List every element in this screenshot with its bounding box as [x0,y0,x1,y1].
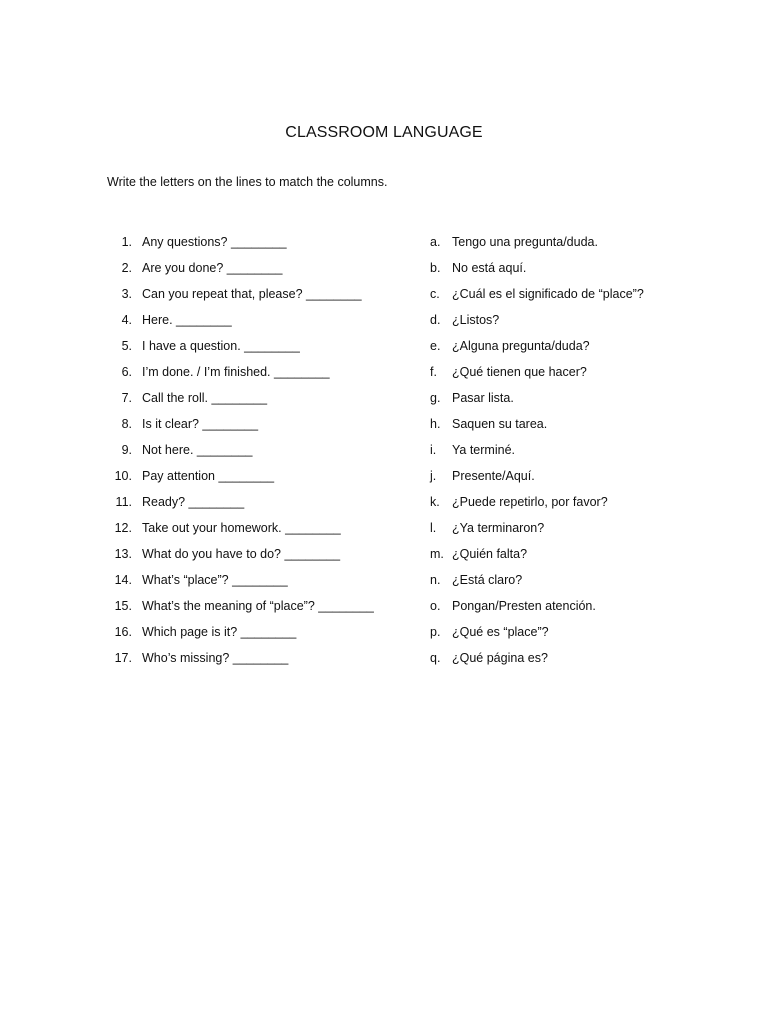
answer-letter: j. [430,469,437,483]
question-number: 12. [114,521,132,535]
answer-text: Presente/Aquí. [452,469,535,483]
answer-letter: g. [430,391,441,405]
question-text: Can you repeat that, please? ________ [142,287,362,301]
matching-list [0,233,768,675]
list-item [0,337,768,363]
question-text: Not here. ________ [142,443,253,457]
answer-letter: f. [430,365,437,379]
question-text: What do you have to do? ________ [142,547,341,561]
question-number: 17. [114,651,132,665]
question-text: Are you done? ________ [142,261,283,275]
question-number: 9. [121,443,132,457]
list-item [0,389,768,415]
answer-letter: o. [430,599,441,613]
list-item [0,233,768,259]
answer-text: Tengo una pregunta/duda. [452,235,598,249]
answer-text: ¿Puede repetirlo, por favor? [452,495,608,509]
question-text: What’s the meaning of “place”? ________ [142,599,374,613]
answer-letter: n. [430,573,441,587]
question-number: 15. [114,599,132,613]
answer-text: ¿Alguna pregunta/duda? [452,339,590,353]
answer-text: ¿Listos? [452,313,500,327]
list-item [0,545,768,571]
answer-text: ¿Qué tienen que hacer? [452,365,587,379]
question-number: 3. [121,287,132,301]
question-number: 14. [114,573,132,587]
question-text: Pay attention ________ [142,469,275,483]
question-number: 6. [121,365,132,379]
answer-text: ¿Cuál es el significado de “place”? [452,287,644,301]
answer-letter: l. [430,521,437,535]
list-item [0,597,768,623]
answer-text: Pongan/Presten atención. [452,599,596,613]
question-text: Here. ________ [142,313,232,327]
question-number: 10. [114,469,132,483]
list-item [0,649,768,675]
question-number: 4. [121,313,132,327]
answer-text: Ya terminé. [452,443,515,457]
question-number: 11. [115,495,132,509]
answer-text: ¿Qué página es? [452,651,548,665]
question-number: 8. [121,417,132,431]
answer-letter: m. [430,547,444,561]
answer-letter: q. [430,651,441,665]
answer-letter: k. [430,495,440,509]
answer-letter: p. [430,625,441,639]
question-text: Call the roll. ________ [142,391,268,405]
list-item [0,493,768,519]
list-item [0,467,768,493]
question-number: 13. [114,547,132,561]
question-text: I have a question. ________ [142,339,300,353]
list-item [0,441,768,467]
question-text: Which page is it? ________ [142,625,297,639]
list-item [0,623,768,649]
question-number: 16. [114,625,132,639]
question-text: Who’s missing? ________ [142,651,289,665]
answer-letter: a. [430,235,441,249]
answer-letter: b. [430,261,441,275]
list-item [0,259,768,285]
list-item [0,415,768,441]
answer-text: ¿Ya terminaron? [452,521,545,535]
answer-letter: i. [430,443,437,457]
answer-text: Pasar lista. [452,391,514,405]
list-item [0,519,768,545]
question-number: 5. [121,339,132,353]
answer-letter: d. [430,313,441,327]
answer-text: Saquen su tarea. [452,417,548,431]
answer-text: ¿Quién falta? [452,547,528,561]
page-title: CLASSROOM LANGUAGE [285,124,483,141]
question-text: I’m done. / I’m finished. ________ [142,365,330,379]
question-text: Ready? ________ [142,495,245,509]
answer-text: ¿Está claro? [452,573,523,587]
answer-text: No está aquí. [452,261,527,275]
list-item [0,363,768,389]
answer-text: ¿Qué es “place”? [452,625,549,639]
question-text: Any questions? ________ [142,235,287,249]
answer-letter: h. [430,417,441,431]
list-item [0,311,768,337]
question-text: Is it clear? ________ [142,417,259,431]
question-text: Take out your homework. ________ [142,521,341,535]
answer-letter: c. [430,287,440,301]
question-number: 7. [121,391,132,405]
list-item [0,285,768,311]
question-number: 2. [121,261,132,275]
answer-letter: e. [430,339,441,353]
question-text: What’s “place”? ________ [142,573,288,587]
instructions: Write the letters on the lines to match the columns. [107,175,388,189]
list-item [0,571,768,597]
question-number: 1. [121,235,132,249]
